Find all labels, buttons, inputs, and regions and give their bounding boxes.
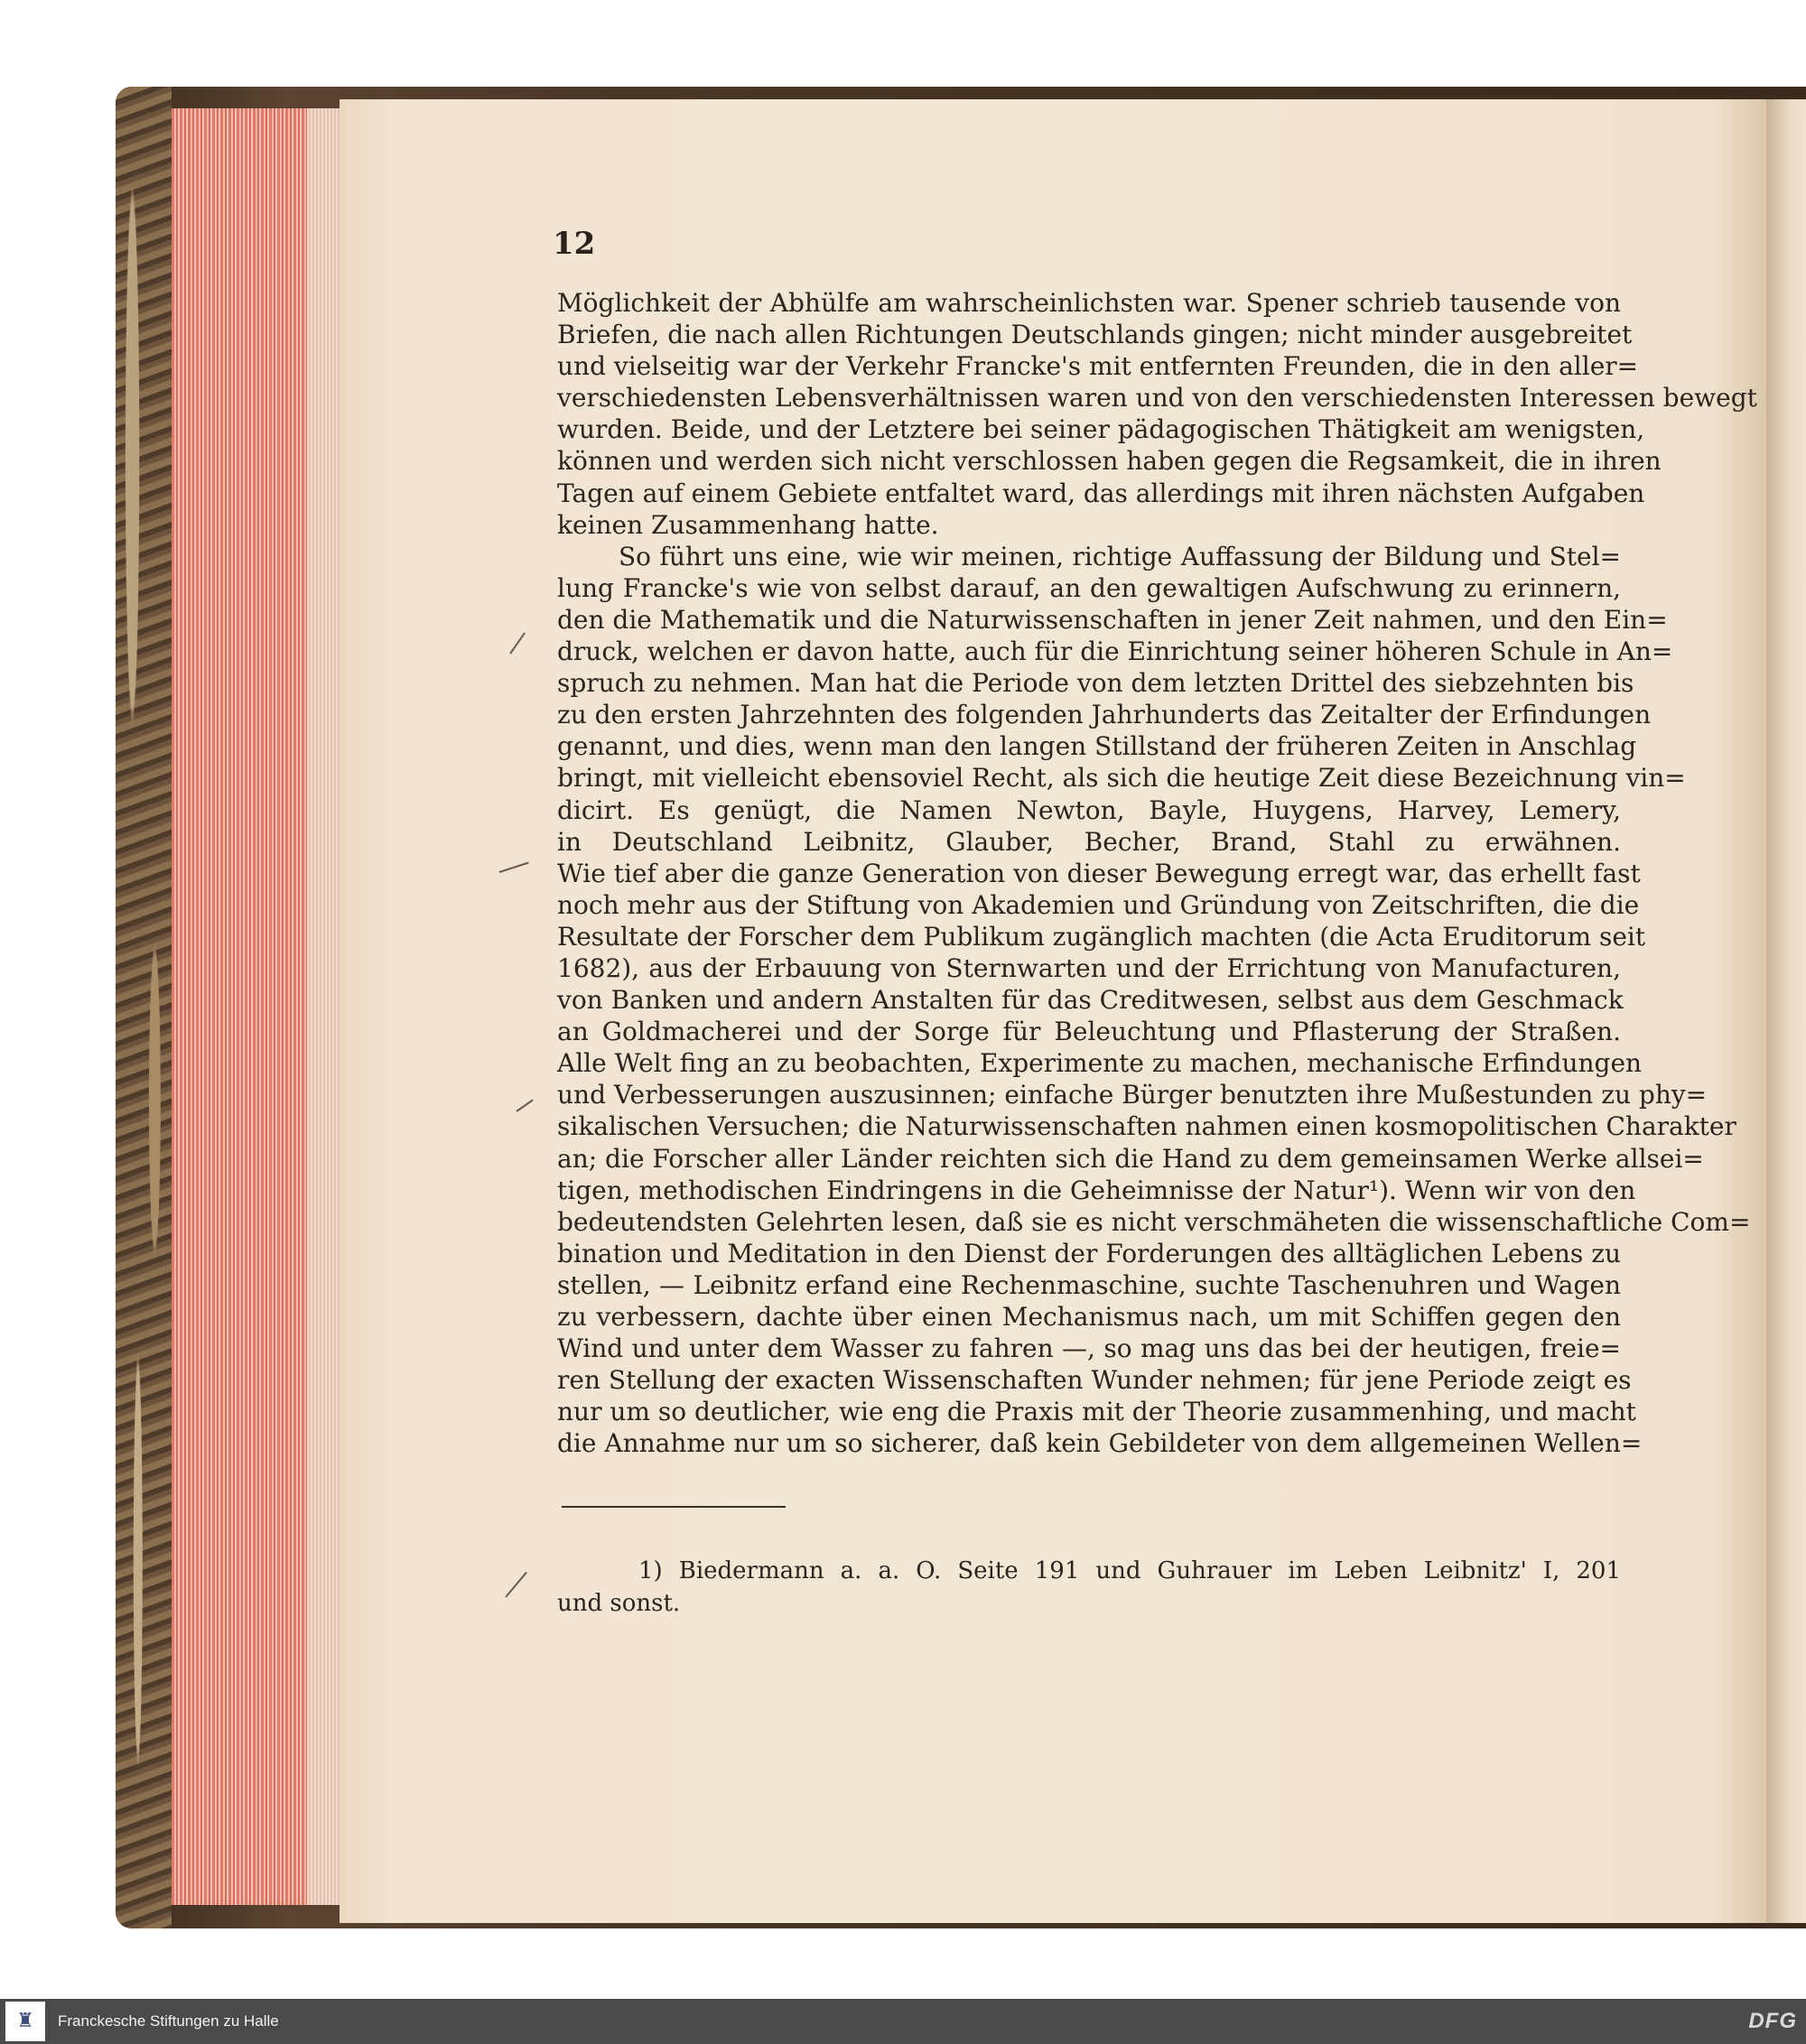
text-line: an Goldmacherei und der Sorge für Beleuchtung und Pflasterung der Straßen. <box>557 1017 1621 1047</box>
facing-page-edge <box>1766 99 1806 1923</box>
text-line: ren Stellung der exacten Wissenschaften Wunder nehmen; für jene Periode zeigt es <box>557 1365 1632 1396</box>
text-line: Tagen auf einem Gebiete entfaltet ward, das allerdings mit ihren nächsten Aufgaben <box>557 478 1645 508</box>
text-line: von Banken und andern Anstalten für das Creditwesen, selbst aus dem Geschmack <box>557 985 1624 1016</box>
text-line: dicirt. Es genügt, die Namen Newton, Bayle, Huygens, Harvey, Lemery, <box>557 794 1621 825</box>
text-line: 1682), aus der Erbauung von Sternwarten und der Errichtung von Manufacturen, <box>557 952 1621 983</box>
text-line: Alle Welt fing an zu beobachten, Experimente zu machen, mechanische Erfindungen <box>557 1048 1643 1079</box>
text-line: bedeutendsten Gelehrten lesen, daß sie es nicht verschmäheten die wissenschaftliche Com= <box>557 1206 1751 1237</box>
text-line: druck, welchen er davon hatte, auch für die Einrichtung seiner höheren Schule in An= <box>557 636 1673 667</box>
page-number: 12 <box>553 226 596 262</box>
dfg-logo: DFG <box>1748 2009 1797 2033</box>
text-line: können und werden sich nicht verschlossen haben gegen die Regsamkeit, die in ihren <box>557 446 1662 477</box>
text-line: sikalischen Versuchen; die Naturwissenschaften nahmen einen kosmopolitischen Charakter <box>557 1111 1736 1142</box>
text-line: die Annahme nur um so sicherer, daß kein Gebildeter von dem allgemeinen Wellen= <box>557 1428 1643 1459</box>
text-line: wurden. Beide, und der Letztere bei seiner pädagogischen Thätigkeit am wenigsten, <box>557 414 1645 445</box>
text-line: spruch zu nehmen. Man hat die Periode von dem letzten Drittel des siebzehnten bis <box>557 668 1634 699</box>
text-line: bringt, mit vielleicht ebensoviel Recht, als sich die heutige Zeit diese Bezeichnung vin= <box>557 763 1686 794</box>
text-line: nur um so deutlicher, wie eng die Praxis mit der Theorie zusammenhing, und macht <box>557 1397 1636 1427</box>
marbled-cover-edge <box>116 87 172 1928</box>
text-line: Resultate der Forscher dem Publikum zugänglich machten (die Acta Eruditorum seit <box>557 921 1646 952</box>
text-line: Wie tief aber die ganze Generation von dieser Bewegung erregt war, das erhellt fast <box>557 858 1641 888</box>
paragraph-1 <box>557 287 1757 541</box>
text-line: zu den ersten Jahrzehnten des folgenden Jahrhunderts das Zeitalter der Erfindungen <box>557 700 1652 730</box>
text-line: So führt uns eine, wie wir meinen, richtige Auffassung der Bildung und Stel= <box>619 541 1621 571</box>
text-line: genannt, und dies, wenn man den langen Stillstand der früheren Zeiten in Anschlag <box>557 731 1637 762</box>
text-line: den die Mathematik und die Naturwissenschaften in jener Zeit nahmen, und den Ein= <box>557 604 1668 635</box>
text-line: und vielseitig war der Verkehr Francke's mit entfernten Freunden, die in den aller= <box>557 351 1639 382</box>
footnote-line: 1) Biedermann a. a. O. Seite 191 und Guhrauer im Leben Leibnitz' I, 201 <box>638 1557 1621 1584</box>
red-page-edges <box>172 108 343 1905</box>
text-line: zu verbessern, dachte über einen Mechanismus nach, um mit Schiffen gegen den <box>557 1302 1621 1332</box>
text-line: Möglichkeit der Abhülfe am wahrscheinlichsten war. Spener schrieb tausende von <box>557 288 1621 318</box>
paragraph-2 <box>557 541 1751 1460</box>
text-line: Wind und unter dem Wasser zu fahren —, so mag uns das bei der heutigen, freie= <box>557 1333 1621 1364</box>
text-line: verschiedensten Lebensverhältnissen waren und von den verschiedensten Interessen bewegt <box>557 383 1757 413</box>
text-line: und Verbesserungen auszusinnen; einfache Bürger benutzten ihre Mußestunden zu phy= <box>557 1080 1708 1110</box>
footnote-line: und sonst. <box>557 1590 681 1617</box>
text-line: an; die Forscher aller Länder reichten sich die Hand zu dem gemeinsamen Werke allsei= <box>557 1143 1704 1174</box>
logo-glyph: ♜ <box>16 2010 34 2032</box>
franckesche-stiftungen-logo-icon[interactable] <box>5 2002 45 2041</box>
text-line: noch mehr aus der Stiftung von Akademien und Gründung von Zeitschriften, die die <box>557 889 1640 920</box>
text-line: tigen, methodischen Eindringens in die Geheimnisse der Natur¹). Wenn wir von den <box>557 1175 1636 1205</box>
footnote <box>557 1555 1621 1620</box>
footnote-divider <box>562 1506 786 1508</box>
text-line: Briefen, die nach allen Richtungen Deutschlands gingen; nicht minder ausgebreitet <box>557 320 1633 350</box>
body-text <box>557 287 1757 1459</box>
text-line: stellen, — Leibnitz erfand eine Rechenmaschine, suchte Taschenuhren und Wagen <box>557 1269 1621 1300</box>
text-line: in Deutschland Leibnitz, Glauber, Becher, Brand, Stahl zu erwähnen. <box>557 826 1621 857</box>
institution-name[interactable]: Franckesche Stiftungen zu Halle <box>58 2012 279 2030</box>
text-line: lung Francke's wie von selbst darauf, an den gewaltigen Aufschwung zu erinnern, <box>557 572 1621 603</box>
text-line: bination und Meditation in den Dienst der Forderungen des alltäglichen Lebens zu <box>557 1238 1621 1268</box>
text-line: keinen Zusammenhang hatte. <box>557 509 939 540</box>
viewer-footer-bar <box>0 1999 1806 2044</box>
